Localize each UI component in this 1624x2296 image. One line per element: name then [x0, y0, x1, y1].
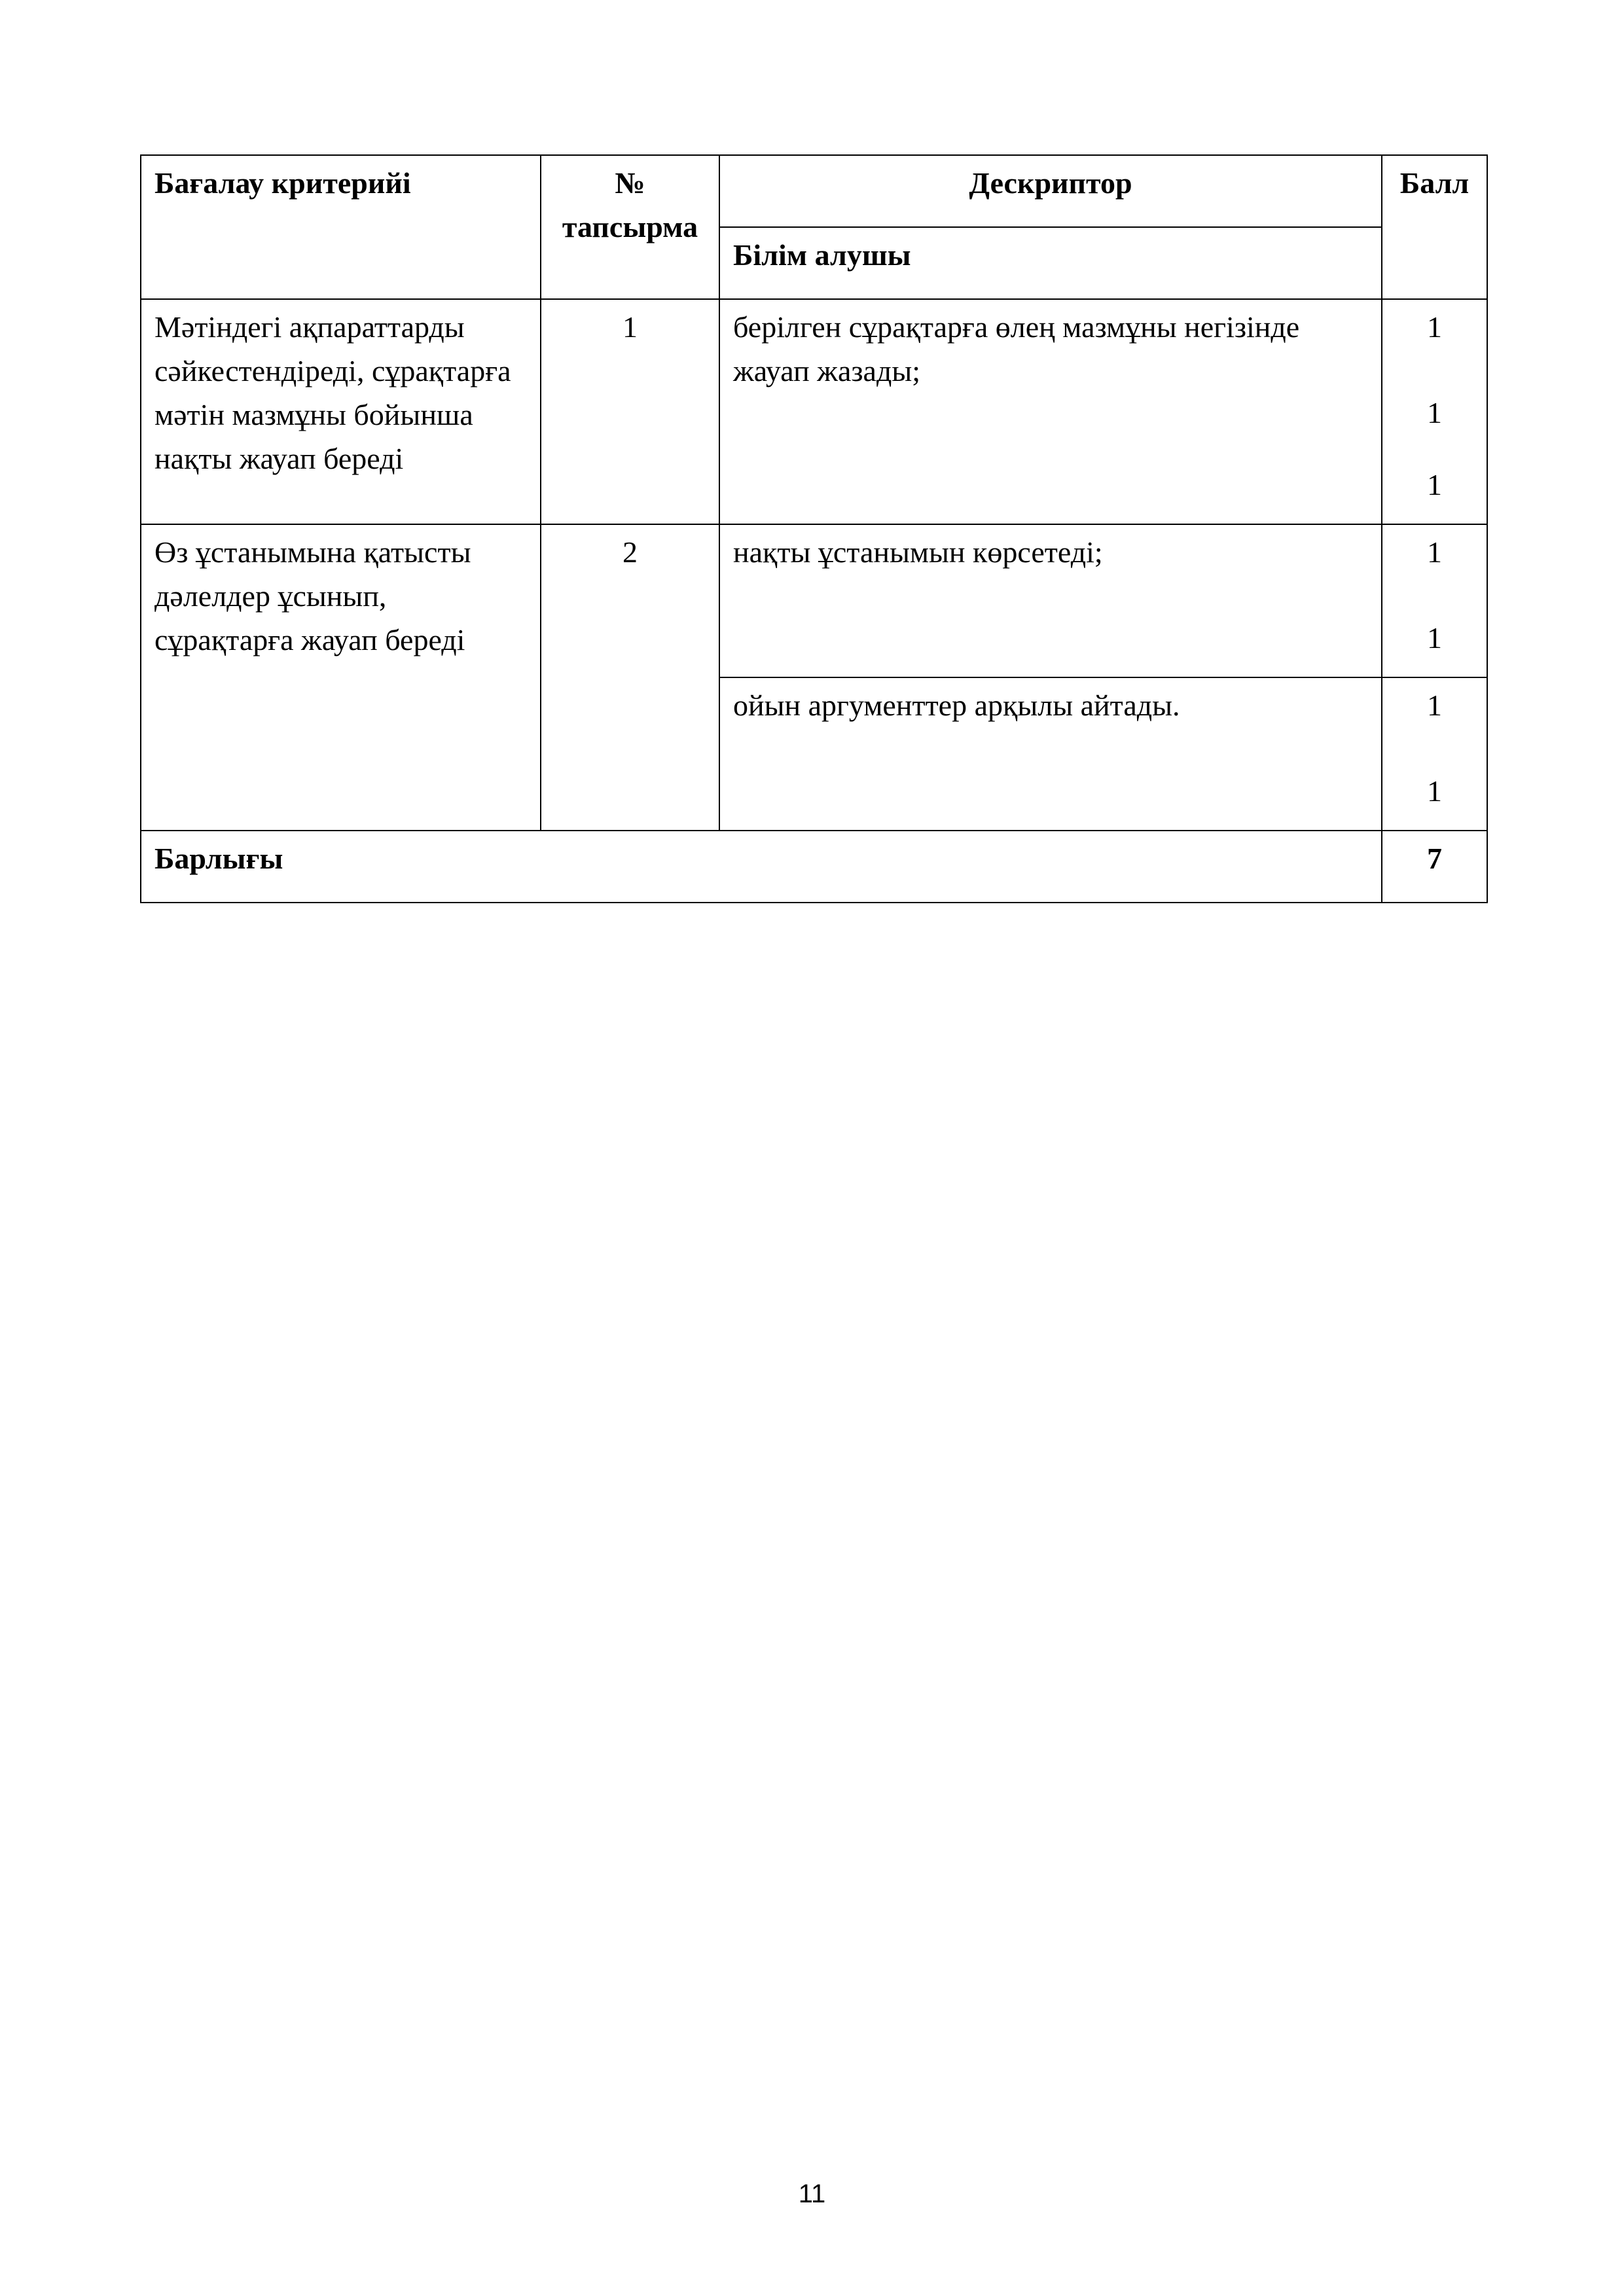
task-number-cell: 1: [541, 299, 719, 524]
header-task-number-symbol: №: [615, 166, 645, 200]
header-descriptor: Дескриптор: [719, 155, 1382, 227]
descriptor-cell: нақты ұстанымын көрсетеді;: [719, 524, 1382, 677]
page-number: 11: [798, 2179, 826, 2208]
task-number-cell: 2: [541, 524, 719, 831]
score-value: 1: [1427, 689, 1442, 722]
total-row: [141, 831, 1487, 903]
score-value: 1: [1427, 310, 1442, 344]
score-value: 1: [1427, 535, 1442, 569]
total-label: Барлығы: [141, 831, 1382, 903]
score-cell: [1382, 524, 1487, 677]
descriptor-cell: ойын аргументтер арқылы айтады.: [719, 677, 1382, 831]
descriptor-cell: берілген сұрақтарға өлең мазмұны негізінде жауап жазады;: [719, 299, 1382, 524]
score-value: 1: [1427, 468, 1442, 501]
header-task-number: [541, 155, 719, 299]
score-value: 1: [1427, 396, 1442, 429]
total-value: 7: [1382, 831, 1487, 903]
table-row: [141, 299, 1487, 524]
header-criteria: Бағалау критерийі: [141, 155, 541, 299]
score-value: 1: [1427, 621, 1442, 655]
header-descriptor-sub: Білім алушы: [719, 227, 1382, 299]
score-value: 1: [1427, 774, 1442, 808]
header-row: [141, 155, 1487, 227]
criteria-cell: Өз ұстанымына қатысты дәлелдер ұсынып, сұрақтарға жауап береді: [141, 524, 541, 831]
score-cell: [1382, 677, 1487, 831]
table-row: [141, 524, 1487, 677]
assessment-rubric-table: [140, 154, 1488, 903]
header-task-number-label: тапсырма: [562, 210, 698, 243]
score-cell: [1382, 299, 1487, 524]
header-score: Балл: [1382, 155, 1487, 299]
criteria-cell: Мәтіндегі ақпараттарды сәйкестендіреді, сұрақтарға мәтін мазмұны бойынша нақты жауап береді: [141, 299, 541, 524]
